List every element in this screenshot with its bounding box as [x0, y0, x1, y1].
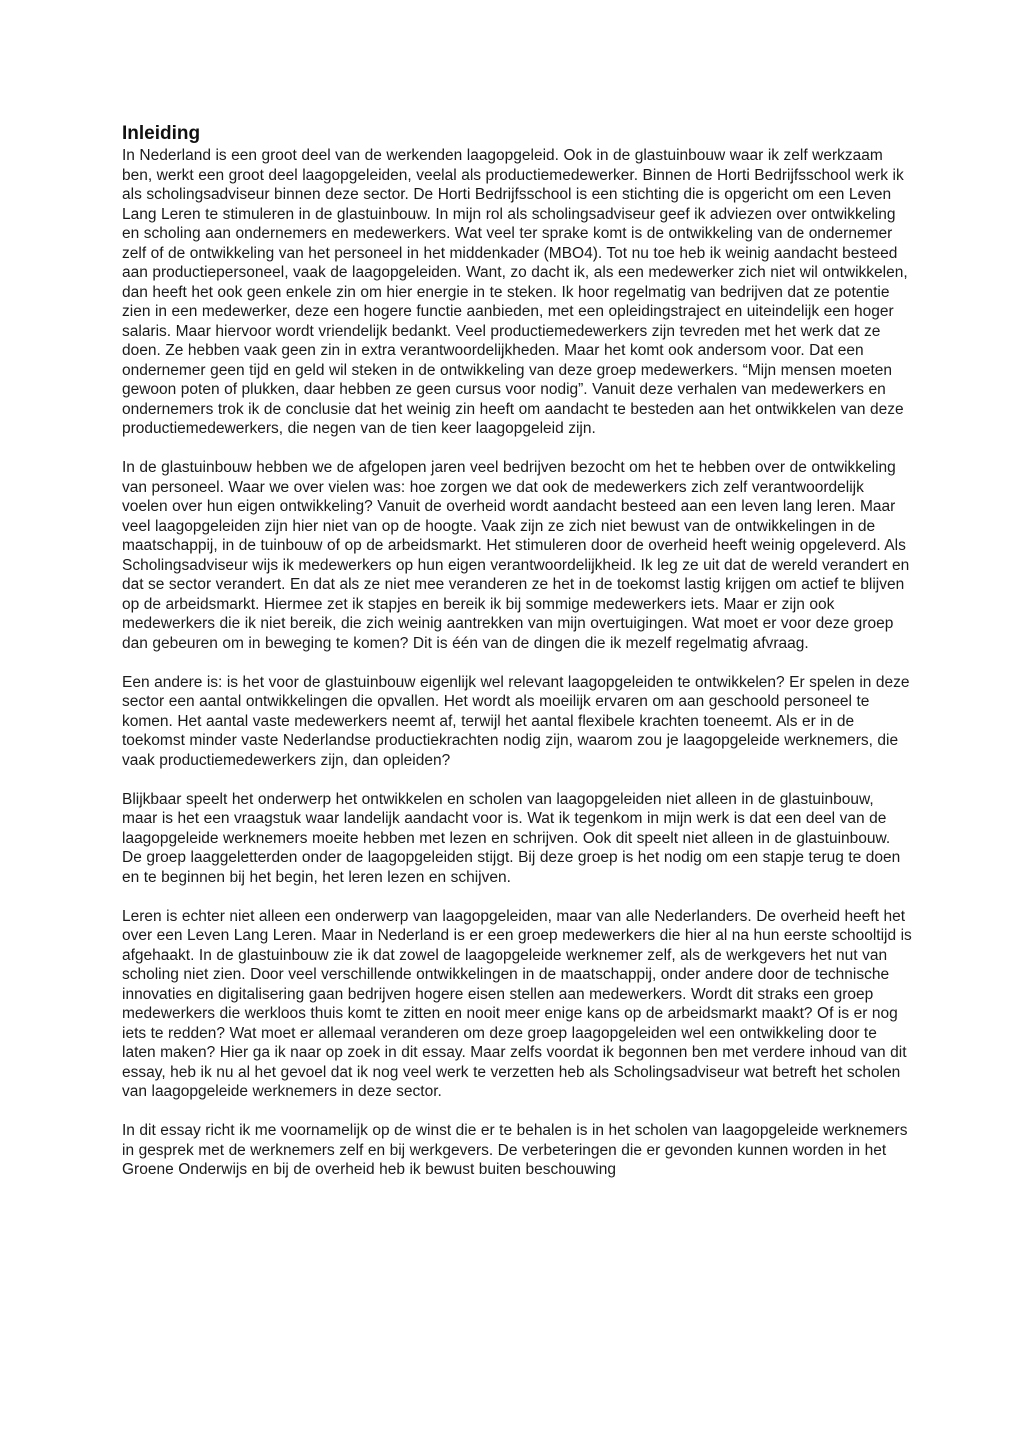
paragraph-6: In dit essay richt ik me voornamelijk op de winst die er te behalen is in het scholen van laagopgeleide werknemers in gesprek met de werknemers zelf en bij werkgevers. De verbeteringen die er gevonden kunnen worden in het Groene Onderwijs en bij de overheid heb ik bewust buiten beschouwing: [122, 1122, 908, 1178]
paragraph-1: In Nederland is een groot deel van de werkenden laagopgeleid. Ook in de glastuinbouw waar ik zelf werkzaam ben, werkt een groot deel laagopgeleiden, veelal als productiemedewerker. Binnen de Horti Bedrijfsschool werk ik als scholingsadviseur binnen deze sector. De Horti Bedrijfsschool is een stichting die is opgericht om een Leven Lang Leren te stimuleren in de glastuinbouw. In mijn rol als scholingsadviseur geef ik adviezen over ontwikkeling en scholing aan ondernemers en medewerkers. Wat veel ter sprake komt is de ontwikkeling van de ondernemer zelf of de ontwikkeling van het personeel in het middenkader (MBO4). Tot nu toe heb ik weinig aandacht besteed aan productiepersoneel, vaak de laagopgeleiden. Want, zo dacht ik, als een medewerker zich niet wil ontwikkelen, dan heeft het ook geen enkele zin om hier energie in te steken. Ik hoor regelmatig van bedrijven dat ze potentie zien in een medewerker, deze een hogere functie aanbieden, met een opleidingstraject en uiteindelijk een hoger salaris. Maar hiervoor wordt vriendelijk bedankt. Veel productiemedewerkers zijn tevreden met het werk dat ze doen. Ze hebben vaak geen zin in extra verantwoordelijkheden. Maar het komt ook andersom voor. Dat een ondernemer geen tijd en geld wil steken in de ontwikkeling van deze groep medewerkers. “Mijn mensen moeten gewoon poten of plukken, daar hebben ze geen cursus voor nodig”. Vanuit deze verhalen van medewerkers en ondernemers trok ik de conclusie dat het weinig zin heeft om aandacht te besteden aan het ontwikkelen van deze productiemedewerkers, die negen van de tien keer laagopgeleid zijn.: [122, 147, 908, 437]
section-title: Inleiding: [122, 123, 201, 144]
paragraph-2: In de glastuinbouw hebben we de afgelopen jaren veel bedrijven bezocht om het te hebben over de ontwikkeling van personeel. Waar we over vielen was: hoe zorgen we dat ook de medewerkers zich zelf verantwoordelijk voelen over hun eigen ontwikkeling? Vanuit de overheid wordt aandacht besteed aan een leven lang leren. Maar veel laagopgeleiden zijn hier niet van op de hoogte. Vaak zijn ze zich niet bewust van de ontwikkelingen in de maatschappij, in de tuinbouw of op de arbeidsmarkt. Het stimuleren door de overheid heeft weinig opgeleverd. Als Scholingsadviseur wijs ik medewerkers op hun eigen verantwoordelijkheid. Ik leg ze uit dat de wereld verandert en dat se sector verandert. En dat als ze niet mee veranderen ze het in de toekomst lastig krijgen om actief te blijven op de arbeidsmarkt. Hiermee zet ik stapjes en bereik ik bij sommige medewerkers iets. Maar er zijn ook medewerkers die ik niet bereik, die zich weinig aantrekken van mijn overtuigingen. Wat moet er voor deze groep dan gebeuren om in beweging te komen? Dit is één van de dingen die ik mezelf regelmatig afvraag.: [122, 459, 910, 652]
paragraph-3: Een andere is: is het voor de glastuinbouw eigenlijk wel relevant laagopgeleiden te ontwikkelen? Er spelen in deze sector een aantal ontwikkelingen die opvallen. Het wordt als moeilijk ervaren om aan geschoold personeel te komen. Het aantal vaste medewerkers neemt af, terwijl het aantal flexibele krachten toeneemt. Als er in de toekomst minder vaste Nederlandse productiekrachten nodig zijn, waarom zou je laagopgeleide werknemers, die vaak productiemedewerkers zijn, dan opleiden?: [122, 673, 910, 769]
paragraph-5: Leren is echter niet alleen een onderwerp van laagopgeleiden, maar van alle Nederlanders. De overheid heeft het over een Leven Lang Leren. Maar in Nederland is er een groep medewerkers die hier al na hun eerste schooltijd is afgehaakt. In de glastuinbouw zie ik dat zowel de laagopgeleide werknemer zelf, als de werkgevers het nut van scholing niet zien. Door veel verschillende ontwikkelingen in de maatschappij, onder andere door de technische innovaties en digitalisering gaan bedrijven hogere eisen stellen aan medewerkers. Wordt dit straks een groep medewerkers die werkloos thuis komt te zitten en nooit meer enige kans op de arbeidsmarkt maakt? Of is er nog iets te redden? Wat moet er allemaal veranderen om deze groep laagopgeleiden wel een ontwikkeling door te laten maken? Hier ga ik naar op zoek in dit essay. Maar zelfs voordat ik begonnen ben met verdere inhoud van dit essay, heb ik nu al het gevoel dat ik nog veel werk te verzetten heb als Scholingsadviseur wat betreft het scholen van laagopgeleide werknemers in deze sector.: [122, 907, 912, 1100]
paragraph-4: Blijkbaar speelt het onderwerp het ontwikkelen en scholen van laagopgeleiden niet alleen in de glastuinbouw, maar is het een vraagstuk waar landelijk aandacht voor is. Wat ik tegenkom in mijn werk is dat een deel van de laagopgeleide werknemers moeite hebben met lezen en schrijven. Ook dit speelt niet alleen in de glastuinbouw. De groep laaggeletterden onder de laagopgeleiden stijgt. Bij deze groep is het nodig om een stapje terug te doen en te beginnen bij het begin, het leren lezen en schijven.: [122, 790, 901, 886]
document-page: [122, 121, 912, 1180]
